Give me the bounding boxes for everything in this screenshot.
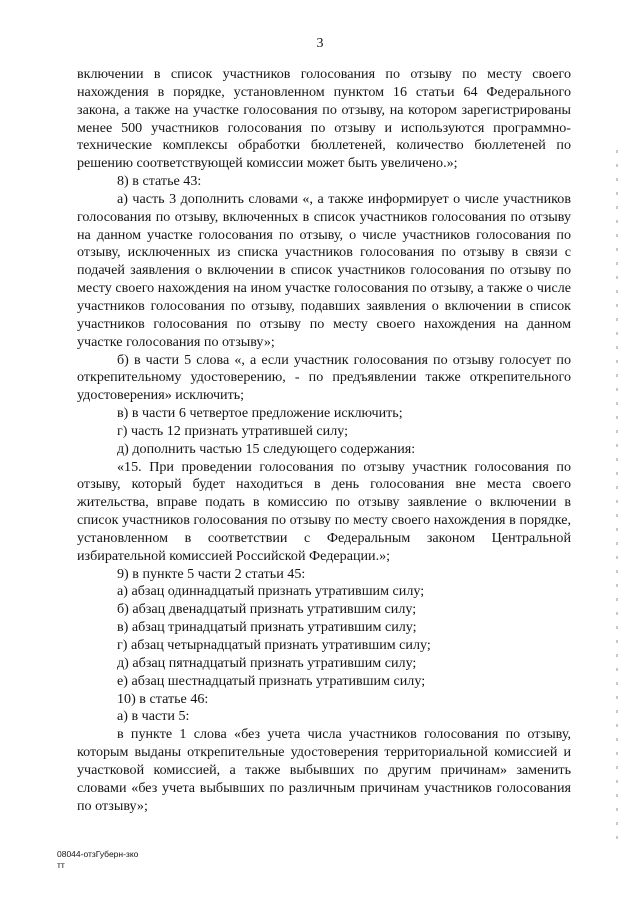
paragraph-9: 9) в пункте 5 части 2 статьи 45: [117,565,306,582]
paragraph-14: д) абзац пятнадцатый признать утратившим силу; [117,654,417,671]
paragraph-15: е) абзац шестнадцатый признать утратившим силу; [117,672,426,689]
paragraph-18: в пункте 1 слова «без учета числа участников голосования по отзыву, которым выданы открепительные удостоверения территориальной комиссией и участковой комиссией, а также выбывших по другим причинам» заменить словами «без учета выбывших по различным причинам участников голосования по отзыву»; [77,726,571,814]
paragraph-2: 8) в статье 43: [117,173,202,190]
paragraph-13: г) абзац четырнадцатый признать утратившим силу; [117,637,431,653]
paragraph-11: б) абзац двенадцатый признать утратившим силу; [117,601,417,618]
paragraph-3: а) часть 3 дополнить словами «, а также информирует о числе участников голосования по отзыву, включенных в список участников голосования по отзыву на данном участке голосования по отзыву, о числе участников голосования по отзыву, исключенных из списка участников голосования по отзыву в связи с подачей заявления о включении в список участников голосования по отзыву по месту своего нахождения на ином участке голосования по отзыву, а также о числе участников голосования по отзыву, подавших заявления о включении в список участников голосования по отзыву по месту своего нахождения на данном участке голосования по отзыву»; [77,190,571,350]
operator-initials: тт [57,860,65,870]
paragraph-8: «15. При проведении голосования по отзыву участник голосования по отзыву, который будет находиться в день голосования вне места своего жительства, вправе подать в комиссию по отзыву заявление о включении в список участников голосования по отзыву по месту своего нахождения в порядке, установленном в соответствии с Федеральным законом Центральной избирательной комиссией Российской Федерации.»; [77,458,571,564]
paragraph-6: г) часть 12 признать утратившей силу; [117,422,349,439]
page-number: 3 [316,36,324,51]
paragraph-1: включении в список участников голосования по отзыву по месту своего нахождения в порядке, установленном пунктом 16 статьи 64 Федерального закона, а также на участке голосования по отзыву, на котором зарегистрированы менее 500 участников голосования по отзыву и используются программно-технические комплексы обработки бюллетеней, количество бюллетеней по решению соответствующей комиссии может быть увеличено.»; [77,66,571,172]
paragraph-17: а) в части 5: [117,708,190,725]
document-body [77,66,571,815]
paragraph-12: в) абзац тринадцатый признать утратившим силу; [117,619,417,636]
paragraph-16: 10) в статье 46: [117,690,209,707]
scan-margin-marks [616,150,618,850]
paragraph-10: а) абзац одиннадцатый признать утратившим силу; [117,583,425,600]
document-code: 08044-отзГуберн-зко [57,849,139,859]
paragraph-5: в) в части 6 четвертое предложение исключить; [117,405,403,422]
paragraph-4: б) в части 5 слова «, а если участник голосования по отзыву голосует по открепительному удостоверению, - по предъявлении также открепительного удостоверения» исключить; [77,351,571,404]
paragraph-7: д) дополнить частью 15 следующего содержания: [117,440,416,457]
document-footer [57,849,138,871]
